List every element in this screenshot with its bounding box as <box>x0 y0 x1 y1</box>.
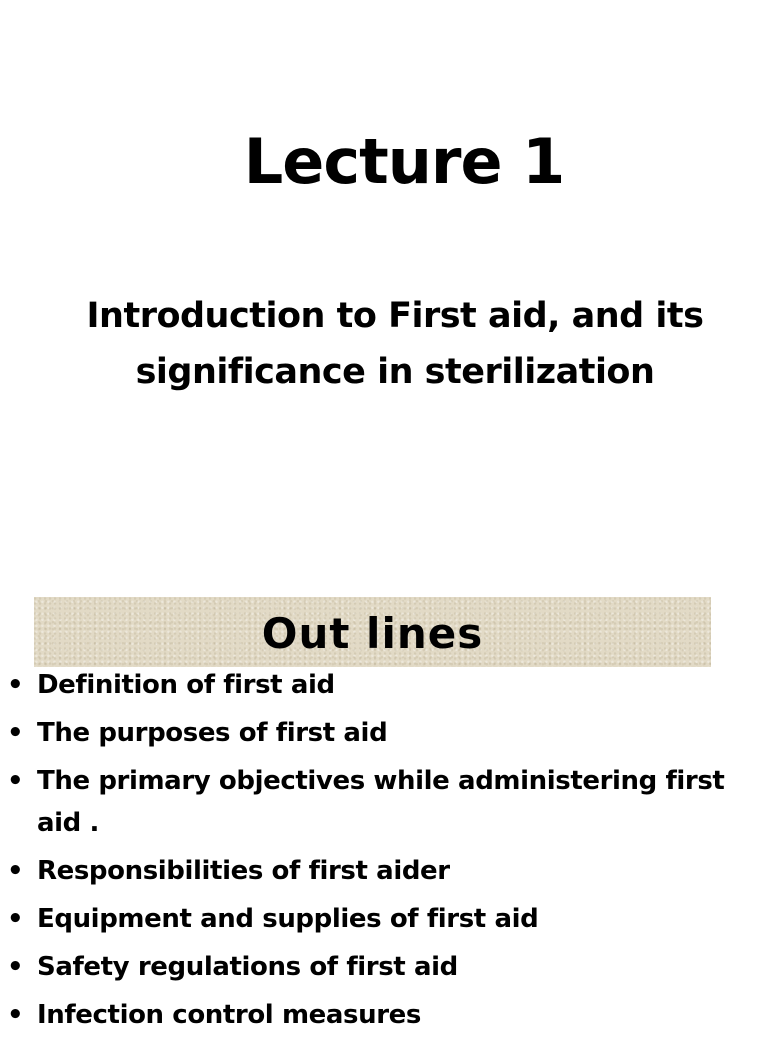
outline-list <box>0 664 768 1042</box>
bullet-icon: • <box>7 718 24 748</box>
bullet-icon: • <box>7 904 24 934</box>
outline-item-equipment <box>0 898 768 940</box>
outline-item-definition <box>0 664 768 706</box>
outline-item-label: Equipment and supplies of first aid <box>37 904 539 934</box>
outline-item-label: The purposes of first aid <box>37 718 388 748</box>
outline-item-label: Definition of first aid <box>37 670 335 700</box>
outline-item-objectives <box>0 760 768 844</box>
outline-item-label: The primary objectives while administering first aid . <box>37 766 725 838</box>
outline-item-infection-control <box>0 994 768 1036</box>
outline-item-safety <box>0 946 768 988</box>
outline-item-responsibilities <box>0 850 768 892</box>
outline-item-label: Infection control measures <box>37 1000 421 1030</box>
outlines-banner <box>34 597 711 667</box>
outline-item-label: Responsibilities of first aider <box>37 856 450 886</box>
slide-subtitle: Introduction to First aid, and its significance in sterilization <box>86 296 704 392</box>
outline-item-label: Safety regulations of first aid <box>37 952 458 982</box>
bullet-icon: • <box>7 856 24 886</box>
bullet-icon: • <box>7 766 24 796</box>
outline-item-purposes <box>0 712 768 754</box>
bullet-icon: • <box>7 670 24 700</box>
bullet-icon: • <box>7 952 24 982</box>
outlines-heading: Out lines <box>261 609 484 658</box>
bullet-icon: • <box>7 1000 24 1030</box>
slide-title: Lecture 1 <box>243 124 565 198</box>
